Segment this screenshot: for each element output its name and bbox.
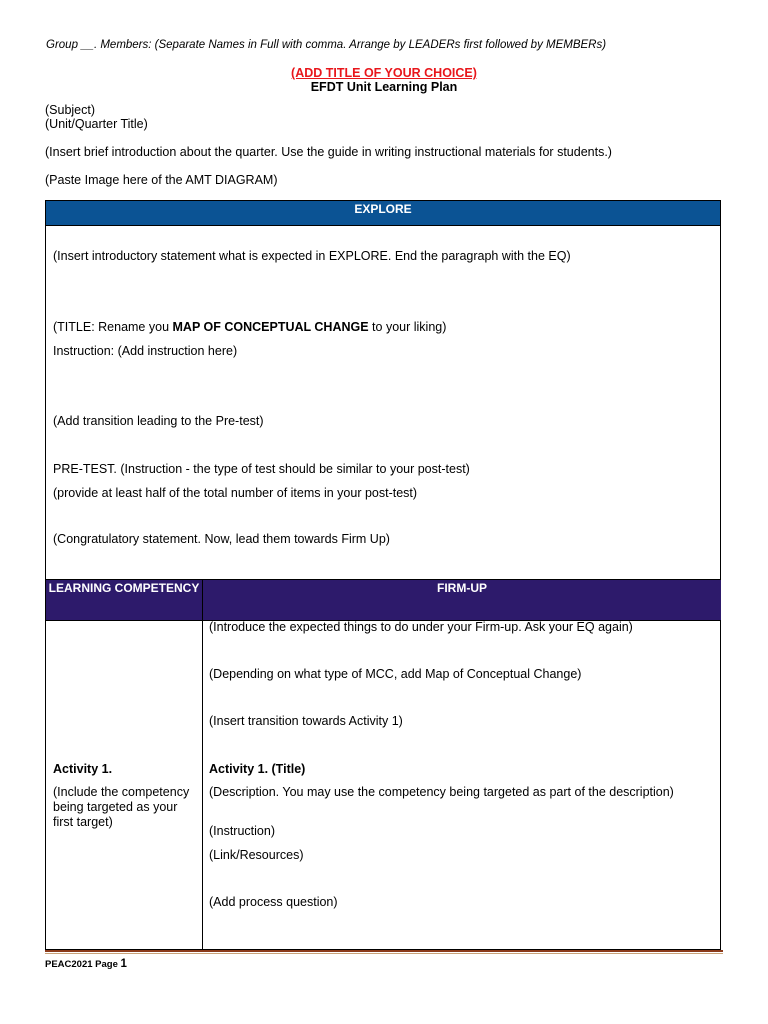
subject-line: (Subject): [45, 103, 96, 117]
activity-1-label: Activity 1.: [53, 762, 113, 776]
group-members-line: Group __. Members: (Separate Names in Full with comma. Arrange by LEADERs first followed by MEMBERs): [46, 39, 607, 51]
firmup-intro: (Introduce the expected things to do under your Firm-up. Ask your EQ again): [209, 620, 633, 634]
table-column-divider: [202, 620, 203, 950]
footer-rule: [45, 950, 723, 952]
pretest-line-1: PRE-TEST. (Instruction - the type of test should be similar to your post-test): [53, 462, 470, 476]
unit-title-line: (Unit/Quarter Title): [45, 117, 148, 131]
page-number: 1: [120, 958, 127, 970]
document-title-placeholder: (ADD TITLE OF YOUR CHOICE): [291, 66, 477, 80]
footer-rule-thin: [45, 953, 723, 954]
mcc-suffix: to your liking): [368, 320, 447, 334]
document-subtitle: EFDT Unit Learning Plan: [310, 80, 458, 94]
mcc-bold: MAP OF CONCEPTUAL CHANGE: [172, 320, 369, 334]
firmup-mcc: (Depending on what type of MCC, add Map of Conceptual Change): [209, 667, 582, 681]
activity-1-title: Activity 1. (Title): [209, 762, 306, 776]
congrats-line: (Congratulatory statement. Now, lead them towards Firm Up): [53, 532, 390, 546]
activity-1-process-question: (Add process question): [209, 895, 338, 909]
firmup-transition: (Insert transition towards Activity 1): [209, 714, 403, 728]
amt-diagram-line: (Paste Image here of the AMT DIAGRAM): [45, 173, 278, 187]
learning-competency-heading: LEARNING COMPETENCY: [46, 580, 203, 620]
activity-1-competency-note: (Include the competency being targeted as your first target): [53, 785, 190, 829]
page-footer: [45, 958, 127, 970]
intro-line: (Insert brief introduction about the quarter. Use the guide in writing instructional materials for students.): [45, 145, 612, 159]
activity-1-links: (Link/Resources): [209, 848, 304, 862]
explore-heading: EXPLORE: [46, 201, 720, 226]
activity-1-instruction: (Instruction): [209, 824, 275, 838]
explore-instruction: Instruction: (Add instruction here): [53, 344, 238, 358]
explore-transition: (Add transition leading to the Pre-test): [53, 414, 264, 428]
firmup-table: [45, 580, 721, 950]
mcc-prefix: (TITLE: Rename you: [53, 320, 173, 334]
explore-intro: (Insert introductory statement what is expected in EXPLORE. End the paragraph with the EQ): [53, 249, 571, 263]
activity-1-description: (Description. You may use the competency being targeted as part of the description): [209, 785, 674, 799]
pretest-line-2: (provide at least half of the total number of items in your post-test): [53, 486, 418, 500]
explore-mcc-title: [53, 320, 446, 335]
explore-section: [45, 200, 721, 580]
footer-label: PEAC2021 Page: [45, 959, 121, 970]
firm-up-heading: FIRM-UP: [203, 580, 721, 620]
